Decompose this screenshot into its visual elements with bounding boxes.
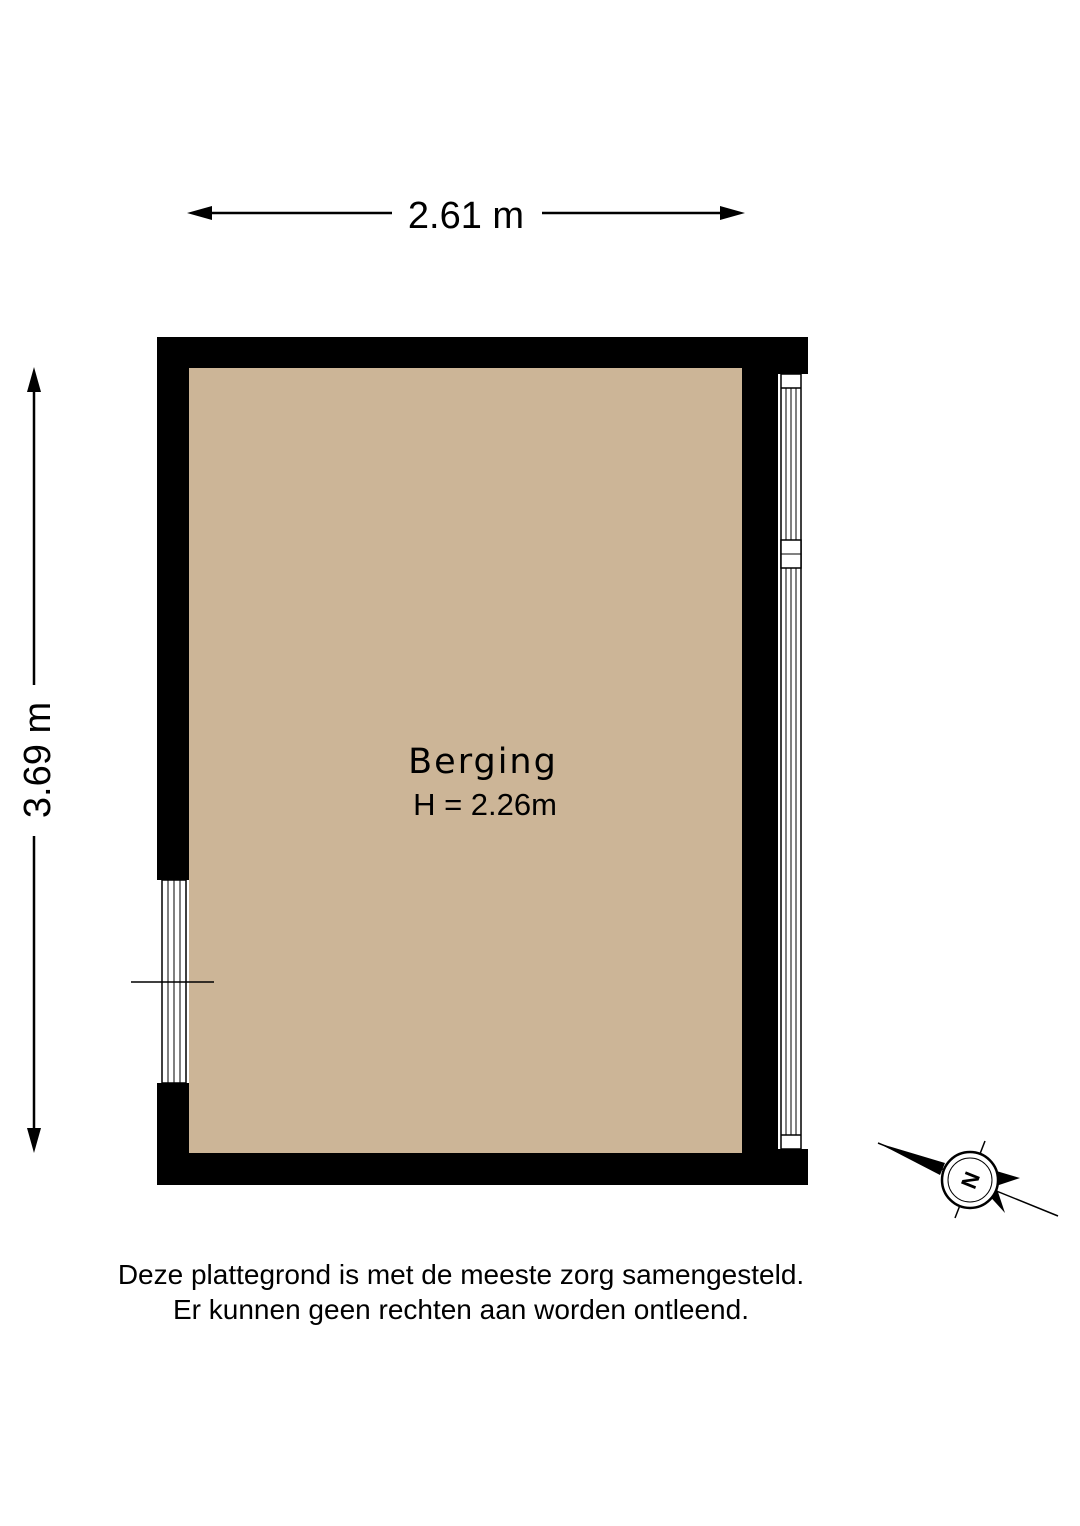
wall-right-top-stub: [778, 337, 808, 374]
width-label: 2.61 m: [407, 195, 525, 237]
wall-left-upper: [157, 337, 189, 880]
compass-letter: N: [955, 1168, 986, 1193]
window-right: [781, 374, 801, 1149]
wall-right-bottom-stub: [778, 1149, 808, 1185]
arrow-up-icon: [27, 367, 41, 392]
compass-needle-icon: [878, 1143, 945, 1175]
disclaimer-line-1: Deze plattegrond is met de meeste zorg samengesteld.: [117, 1259, 805, 1290]
disclaimer-line-2: Er kunnen geen rechten aan worden ontleend.: [173, 1294, 749, 1325]
room-name: Berging: [408, 742, 558, 782]
wall-top: [157, 337, 808, 368]
arrow-down-icon: [27, 1128, 41, 1153]
arrow-right-icon: [720, 206, 745, 220]
depth-label: 3.69 m: [17, 701, 59, 819]
compass: [878, 1141, 1058, 1218]
wall-left-lower: [157, 1083, 189, 1185]
room-height: H = 2.26m: [413, 787, 557, 822]
arrow-left-icon: [187, 206, 212, 220]
wall-right: [742, 337, 778, 1185]
width-dimension: [187, 195, 745, 237]
depth-dimension: [17, 367, 59, 1153]
wall-bottom: [157, 1153, 808, 1185]
